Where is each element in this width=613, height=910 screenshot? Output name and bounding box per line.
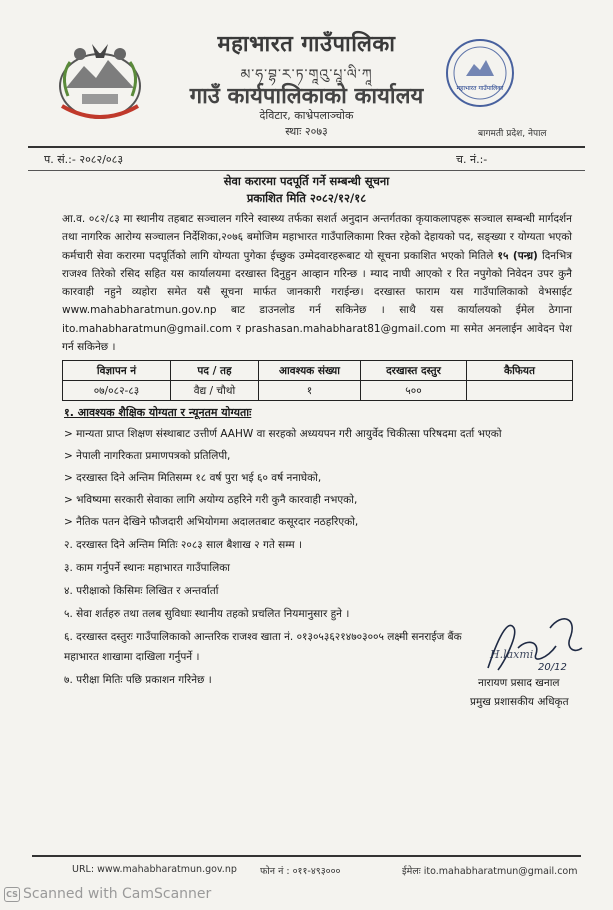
dispatch-number: च. नं.:- (456, 153, 488, 166)
fee-account-item-cont: महाभारत शाखामा दाखिला गर्नुपर्ने । (64, 651, 200, 663)
camscanner-logo-icon: CS (4, 887, 20, 902)
org-name: महाभारत गाउँपालिका (217, 32, 396, 57)
exam-date-item: ७. परीक्षा मितिः पछि प्रकाशन गरिनेछ । (64, 674, 212, 686)
table-row (63, 381, 573, 401)
svg-text:H.laxmi: H.laxmi (490, 648, 534, 661)
address-line1: देविटार, काभ्रेपलाञ्चोक (259, 109, 354, 122)
header-required-number: आवश्यक संख्या (259, 361, 361, 381)
service-terms-item: ५. सेवा शर्तहरु तथा तलब सुविधाः स्थानीय तहको प्रचलित नियमानुसार हुने । (64, 608, 350, 620)
header-post-level: पद / तह (171, 361, 259, 381)
camscanner-watermark (4, 886, 211, 902)
exam-type-item: ४. परीक्षाको किसिमः लिखित र अन्तर्वार्ता (64, 585, 219, 597)
office-seal-icon (440, 36, 520, 110)
page-footer (32, 855, 581, 881)
cell-ad-no: ०७/०८२-८३ (63, 381, 171, 401)
office-name: गाउँ कार्यपालिकाको कार्यालय (189, 84, 424, 109)
qualification-title: १. आवश्यक शैक्षिक योग्यता र न्यूनतम योग्यताः (64, 406, 252, 419)
cell-required-number: १ (259, 381, 361, 401)
published-date: प्रकाशित मिति २०८२/१२/१८ (246, 191, 367, 205)
notice-body-part2: दिनभित्र राजश्व तिरेको रसिद सहित यस कार्यालयमा दरखास्त दिनुहुन आव्हान गरिन्छ । म्याद नाघी आएको र रित नपुगेको निवेदन उपर कुनै कारवाही नहुने व्यहोरा समेत यसै सूचना मार्फत जानकारी गराईन्छ। दरखास्त फाराम यस गाउँपालिकाको वेभसाईट www.mahabharatmun.gov.np बाट डाउनलोड गर्न सकिनेछ । साथै यस कार्यालयको ईमेल ठेगाना ito.mahabharatmun@gmail.com र prashasan.mahabharat81@gmail.com मा समेत अनलाईन आवेदन पेश गर्न सकिनेछ । (62, 249, 573, 354)
signer-title: प्रमुख प्रशासकीय अधिकृत (470, 696, 569, 708)
watermark-text: Scanned with CamScanner (23, 886, 212, 902)
qualification-item: > भविष्यमा सरकारी सेवाका लागि अयोग्य ठहरिने गरी कुनै कारवाही नभएको, (64, 494, 358, 506)
svg-text:महाभारत गाउँपालिका: महाभारत गाउँपालिका (456, 85, 504, 92)
qualification-item: > मान्यता प्राप्त शिक्षण संस्थाबाट उत्तीर्ण AAHW वा सरहको अध्ययपन गरी आयुर्वेद चिकीत्सा परिषदमा दर्ता भएको (64, 428, 502, 440)
reference-bar (28, 146, 585, 171)
notice-body (62, 210, 572, 356)
header-remarks: कैफियत (467, 361, 573, 381)
letter-number: प. सं.:- २०८२/०८३ (44, 153, 124, 166)
deadline-days: १५ (पन्ध्र) (497, 249, 538, 262)
header-application-fee: दरखास्त दस्तुर (361, 361, 467, 381)
workplace-item: ३. काम गर्नुपर्ने स्थानः महाभारत गाउँपालिका (64, 562, 230, 574)
vacancy-table (62, 360, 573, 401)
footer-url[interactable]: URL: www.mahabharatmun.gov.np (72, 864, 237, 875)
qualification-item: > नैतिक पतन देखिने फौजदारी अभियोगमा अदालतबाट कसूरदार नठहरिएको, (64, 516, 359, 528)
qualification-item: > दरखास्त दिने अन्तिम मितिसम्म १८ वर्ष पुरा भई ६० वर्ष ननाघेको, (64, 472, 322, 484)
footer-email[interactable]: ईमेलः ito.mahabharatmun@gmail.com (402, 866, 578, 877)
table-header-row (63, 361, 573, 381)
fee-account-item: ६. दरखास्त दस्तुरः गाउँपालिकाको आन्तरिक राजश्व खाता नं. ०१३०५३६२१४७०३००५ लक्ष्मी सनराईज बैंक (64, 631, 462, 643)
signature-icon (478, 608, 588, 680)
notice-body-part1: आ.व. ०८२/८३ मा स्थानीय तहबाट सञ्चालन गरिने स्वास्थ्य तर्फका सशर्त अनुदान अन्तर्गतका कृयाकलापहरू सञ्चाल सम्बन्धी मार्गदर्शन तथा नागरिक आरोग्य सञ्चालन निर्देशिका,२०७६ बमोजिम महाभारत गाउँपालिकामा रिक्त रहेको देहायको पद, सङ्ख्या र योग्यता भएको कर्मचारी सेवा करारमा पदपूर्तिको लागि योग्यता पुगेका ईच्छुक उम्मेदवारहरूबाट यो सूचना प्रकाशित भएको मितिले (62, 213, 572, 262)
region-text: बागमती प्रदेश, नेपाल (478, 129, 547, 139)
org-name-script: མ་ཧ་བྷ་ར་ཏ་གཱའུ་པཱ་ལི་ཀཱ (240, 67, 373, 83)
signer-name: नारायण प्रसाद खनाल (478, 677, 560, 689)
cell-remarks (467, 381, 573, 401)
cell-application-fee: ५०० (361, 381, 467, 401)
svg-text:20/12: 20/12 (538, 662, 567, 673)
qualification-item: > नेपाली नागरिकता प्रमाणपत्रको प्रतिलिपी, (64, 450, 231, 462)
deadline-item: २. दरखास्त दिने अन्तिम मितिः २०८३ साल बैशाख २ गते सम्म । (64, 539, 303, 551)
address-line2: स्थाः २०७३ (285, 125, 328, 138)
cell-post-level: वैद्य / चौथो (171, 381, 259, 401)
notice-title: सेवा करारमा पदपूर्ति गर्ने सम्बन्धी सूचना (223, 174, 390, 188)
footer-phone: फोन नं : ०११-४९३००० (260, 866, 341, 877)
header-ad-no: विज्ञापन नं (63, 361, 171, 381)
